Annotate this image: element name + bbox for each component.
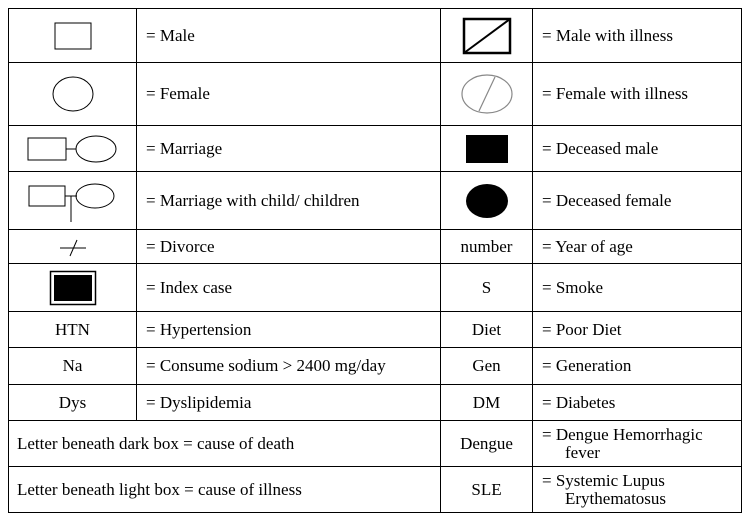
- pedigree-legend-table: [8, 8, 742, 513]
- divorce-icon: [9, 230, 137, 264]
- gen-symbol: Gen: [441, 348, 533, 385]
- sle-label-line1: = Systemic Lupus: [542, 470, 665, 490]
- year-of-age-label: = Year of age: [533, 230, 742, 264]
- number-symbol: number: [441, 230, 533, 264]
- legend-row: [9, 467, 742, 513]
- poor-diet-label: = Poor Diet: [533, 312, 742, 348]
- divorce-label: = Divorce: [137, 230, 441, 264]
- hypertension-label: = Hypertension: [137, 312, 441, 348]
- deceased-male-label: = Deceased male: [533, 126, 742, 172]
- female-with-illness-icon: [441, 63, 533, 126]
- diet-symbol: Diet: [441, 312, 533, 348]
- legend-row: [9, 63, 742, 126]
- cause-of-death-note: Letter beneath dark box = cause of death: [9, 421, 441, 467]
- marriage-label: = Marriage: [137, 126, 441, 172]
- legend-row: [9, 230, 742, 264]
- legend-row: [9, 421, 742, 467]
- dengue-symbol: Dengue: [441, 421, 533, 467]
- legend-row: [9, 126, 742, 172]
- male-with-illness-label: = Male with illness: [533, 9, 742, 63]
- dengue-label-line2: fever: [565, 442, 600, 462]
- sle-label-line2: Erythematosus: [565, 488, 667, 508]
- sle-symbol: SLE: [441, 467, 533, 513]
- male-label: = Male: [137, 9, 441, 63]
- diabetes-label: = Diabetes: [533, 385, 742, 421]
- dengue-label-line1: = Dengue Hemorrhagic: [542, 424, 703, 444]
- index-case-icon: [9, 264, 137, 312]
- na-symbol: Na: [9, 348, 137, 385]
- generation-label: = Generation: [533, 348, 742, 385]
- male-with-illness-icon: [441, 9, 533, 63]
- marriage-with-children-label: = Marriage with child/ children: [137, 172, 441, 230]
- deceased-female-icon: [441, 172, 533, 230]
- sle-label: [533, 467, 742, 513]
- legend-row: [9, 348, 742, 385]
- deceased-male-icon: [441, 126, 533, 172]
- female-label: = Female: [137, 63, 441, 126]
- male-symbol-icon: [9, 9, 137, 63]
- smoke-symbol: S: [441, 264, 533, 312]
- dm-symbol: DM: [441, 385, 533, 421]
- female-with-illness-label: = Female with illness: [533, 63, 742, 126]
- legend-row: [9, 385, 742, 421]
- dys-symbol: Dys: [9, 385, 137, 421]
- female-symbol-icon: [9, 63, 137, 126]
- marriage-symbol-icon: [9, 126, 137, 172]
- smoke-label: = Smoke: [533, 264, 742, 312]
- marriage-with-children-icon: [9, 172, 137, 230]
- legend-row: [9, 9, 742, 63]
- sodium-label: = Consume sodium > 2400 mg/day: [137, 348, 441, 385]
- dyslipidemia-label: = Dyslipidemia: [137, 385, 441, 421]
- legend-row: [9, 312, 742, 348]
- htn-symbol: HTN: [9, 312, 137, 348]
- cause-of-illness-note: Letter beneath light box = cause of illness: [9, 467, 441, 513]
- index-case-label: = Index case: [137, 264, 441, 312]
- dengue-label: [533, 421, 742, 467]
- legend-row: [9, 172, 742, 230]
- deceased-female-label: = Deceased female: [533, 172, 742, 230]
- legend-row: [9, 264, 742, 312]
